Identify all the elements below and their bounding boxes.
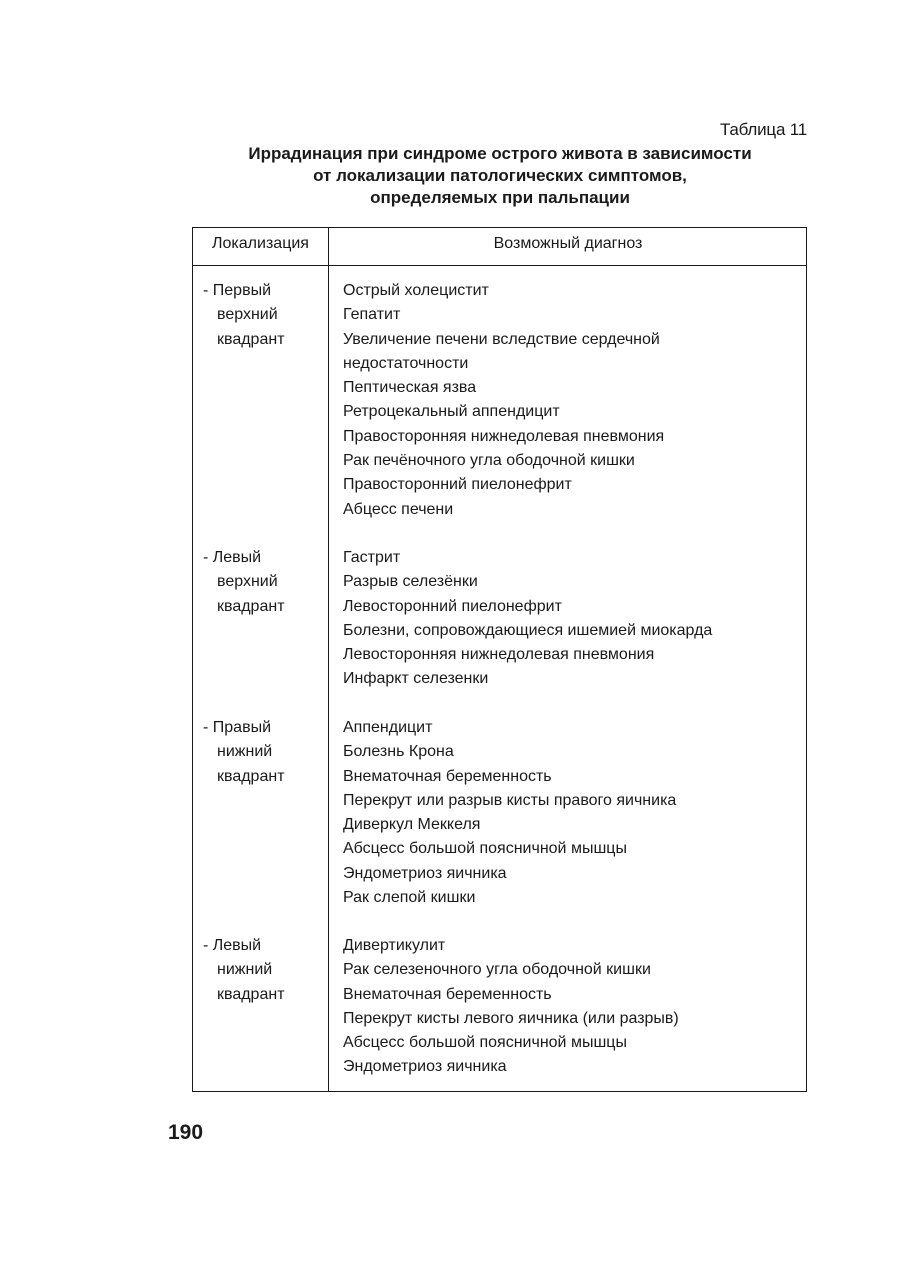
diagnosis-item: Внематочная беременность (343, 767, 552, 785)
diagnosis-item: Левосторонняя нижнедолевая пневмония (343, 646, 655, 664)
localization-line: - Левый (203, 937, 262, 954)
diagnosis-item: Увеличение печени вследствие сердечной (343, 330, 660, 348)
localization-cell (203, 279, 323, 352)
header-divider (193, 265, 806, 266)
diagnosis-item: Болезни, сопровождающиеся ишемией миокарда (343, 621, 713, 639)
diagnosis-item: Рак слепой кишки (343, 889, 476, 907)
diagnosis-item: Дивертикулит (343, 937, 446, 954)
localization-line: квадрант (217, 767, 285, 785)
diagnosis-item: Внематочная беременность (343, 985, 552, 1003)
localization-line: - Левый (203, 549, 262, 566)
diagnosis-table (192, 227, 807, 1092)
header-localization: Локализация (212, 235, 309, 252)
diagnosis-item: Острый холецистит (343, 282, 489, 299)
localization-line: верхний (217, 573, 278, 591)
diagnosis-item: Разрыв селезёнки (343, 573, 478, 591)
diagnosis-item: недостаточности (343, 354, 469, 372)
diagnosis-item: Эндометриоз яичника (343, 1058, 507, 1076)
localization-line: нижний (217, 961, 273, 979)
localization-line: квадрант (217, 597, 285, 615)
diagnosis-item: Эндометриоз яичника (343, 864, 507, 882)
diagnosis-item: Аппендицит (343, 719, 433, 736)
table-number-label: Таблица 11 (719, 120, 807, 139)
diagnosis-cell (343, 716, 796, 910)
localization-line: квадрант (217, 985, 285, 1003)
diagnosis-item: Абсцесс большой поясничной мышцы (343, 1034, 627, 1052)
column-divider (328, 228, 329, 1091)
localization-line: нижний (217, 743, 273, 761)
header-diagnosis: Возможный диагноз (493, 235, 643, 252)
diagnosis-item: Пептическая язва (343, 379, 477, 397)
diagnosis-item: Правосторонний пиелонефрит (343, 476, 572, 494)
title-line: Иррадинация при синдроме острого живота в зависимости (248, 144, 752, 163)
diagnosis-item: Гастрит (343, 549, 401, 566)
table-title (190, 143, 810, 209)
localization-line: - Правый (203, 719, 272, 736)
diagnosis-item: Гепатит (343, 306, 401, 324)
localization-line: - Первый (203, 282, 272, 299)
localization-line: квадрант (217, 330, 285, 348)
diagnosis-item: Диверкул Меккеля (343, 816, 481, 834)
localization-cell (203, 934, 323, 1007)
diagnosis-item: Рак печёночного угла ободочной кишки (343, 452, 635, 470)
diagnosis-item: Правосторонняя нижнедолевая пневмония (343, 427, 665, 445)
localization-cell (203, 716, 323, 789)
title-line: от локализации патологических симптомов, (313, 166, 687, 185)
diagnosis-item: Левосторонний пиелонефрит (343, 597, 562, 615)
diagnosis-item: Болезнь Крона (343, 743, 454, 761)
diagnosis-item: Рак селезеночного угла ободочной кишки (343, 961, 651, 979)
diagnosis-item: Абцесс печени (343, 500, 454, 518)
title-line: определяемых при пальпации (370, 188, 630, 207)
localization-line: верхний (217, 306, 278, 324)
page-number: 190 (168, 1121, 204, 1144)
diagnosis-item: Перекрут кисты левого яичника (или разрыв) (343, 1009, 679, 1027)
diagnosis-item: Перекрут или разрыв кисты правого яичника (343, 791, 677, 809)
diagnosis-item: Инфаркт селезенки (343, 670, 489, 688)
diagnosis-item: Ретроцекальный аппендицит (343, 403, 560, 421)
diagnosis-cell (343, 546, 796, 692)
diagnosis-cell (343, 934, 796, 1080)
localization-cell (203, 546, 323, 619)
diagnosis-cell (343, 279, 796, 522)
diagnosis-item: Абсцесс большой поясничной мышцы (343, 840, 627, 858)
